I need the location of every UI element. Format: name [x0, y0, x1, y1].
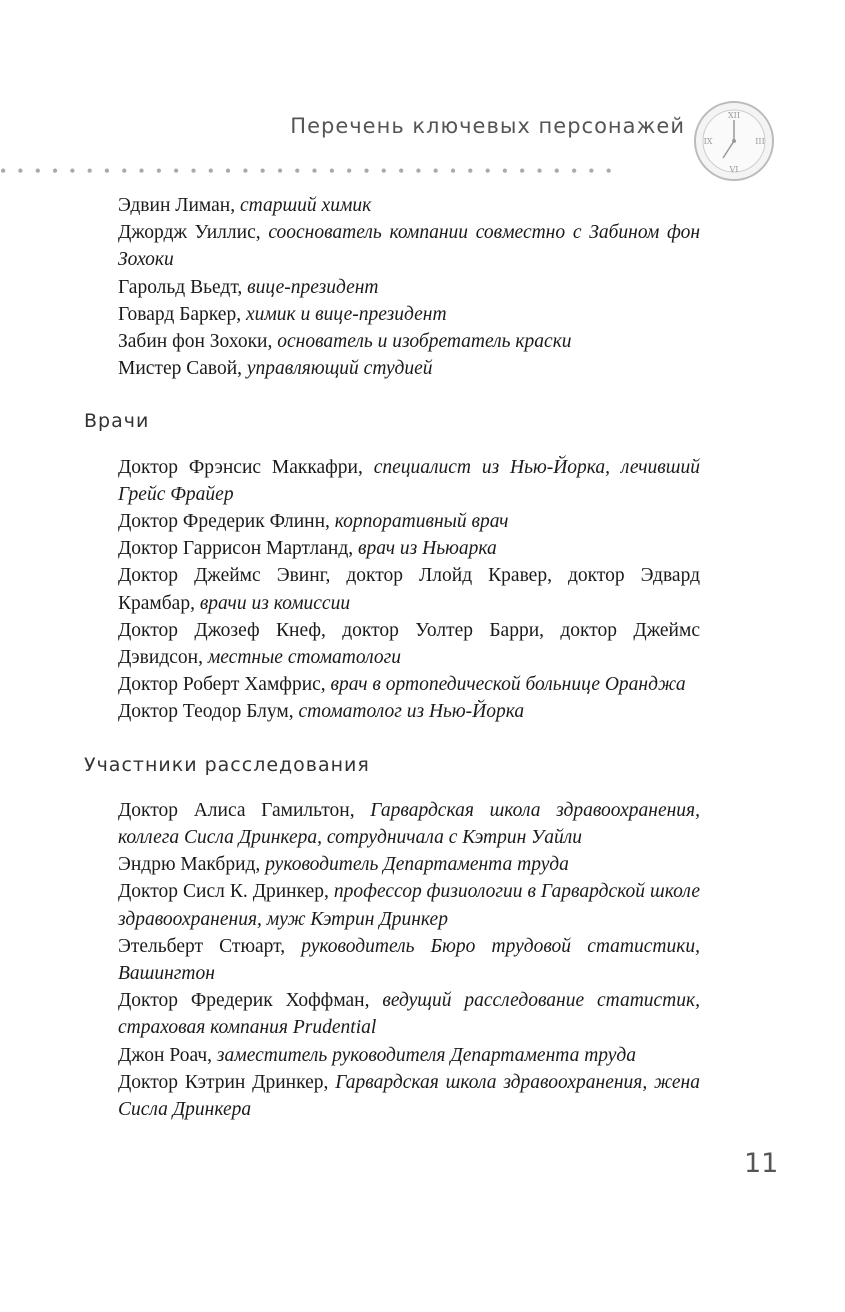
svg-text:XII: XII [727, 111, 741, 120]
section-title-doctors: Врачи [84, 410, 150, 433]
character-list [84, 192, 700, 1123]
list-item: Доктор Джеймс Эвинг, доктор Ллойд Кравер, доктор Эдвард Крамбар, врачи из комиссии [118, 565, 700, 614]
list-item: Говард Баркер, химик и вице-президент [118, 303, 447, 325]
list-item: Доктор Гаррисон Мартланд, врач из Ньюарка [118, 538, 497, 560]
list-item: Доктор Джозеф Кнеф, доктор Уолтер Барри, доктор Джеймс Дэвидсон, местные стоматологи [118, 619, 700, 669]
list-item: Этельберт Стюарт, руководитель Бюро трудовой статистики, Вашингтон [118, 935, 701, 985]
group-investigators [84, 797, 700, 1123]
svg-text:III: III [755, 137, 765, 146]
section-title-investigators: Участники расследования [84, 753, 370, 776]
group-company [84, 192, 700, 382]
running-head: Перечень ключевых персонажей [290, 114, 685, 138]
dot-rule: •••••••••••••••••••••••••••••••••••• [0, 161, 623, 181]
list-item: Доктор Роберт Хамфрис, врач в ортопедической больнице Оранджа [118, 674, 686, 696]
list-item: Эндрю Макбрид, руководитель Департамента труда [118, 854, 569, 876]
list-item: Эдвин Лиман, старший химик [118, 195, 372, 216]
list-item: Джордж Уиллис, сооснователь компании совместно с Забином фон Зохоки [118, 222, 701, 271]
list-item: Доктор Фрэнсис Маккафри, специалист из Нью-Йорка, лечивший Грейс Фрайер [118, 456, 700, 505]
list-item: Гарольд Вьедт, вице-президент [118, 276, 379, 298]
list-item: Джон Роач, заместитель руководителя Департамента труда [118, 1044, 636, 1066]
list-item: Доктор Сисл К. Дринкер, профессор физиологии в Гарвардской школе здравоохранения, муж Кэтрин Дринкер [118, 881, 700, 930]
svg-text:VI: VI [729, 165, 739, 174]
page-number: 11 [744, 1148, 779, 1179]
list-item: Забин фон Зохоки, основатель и изобретатель краски [118, 331, 572, 353]
list-item: Доктор Алиса Гамильтон, Гарвардская школа здравоохранения, коллега Сисла Дринкера, сотрудничала с Кэтрин Уайли [118, 799, 700, 849]
list-item: Доктор Кэтрин Дринкер, Гарвардская школа здравоохранения, жена Сисла Дринкера [118, 1071, 700, 1121]
list-item: Мистер Савой, управляющий студией [118, 358, 433, 380]
list-item: Доктор Фредерик Флинн, корпоративный врач [118, 511, 509, 533]
list-item: Доктор Теодор Блум, стоматолог из Нью-Йорка [118, 701, 525, 723]
clock-icon [693, 100, 775, 182]
list-item: Доктор Фредерик Хоффман, ведущий расследование статистик, страховая компания Prudential [118, 990, 701, 1039]
svg-text:IX: IX [703, 137, 713, 146]
group-doctors [84, 454, 700, 726]
